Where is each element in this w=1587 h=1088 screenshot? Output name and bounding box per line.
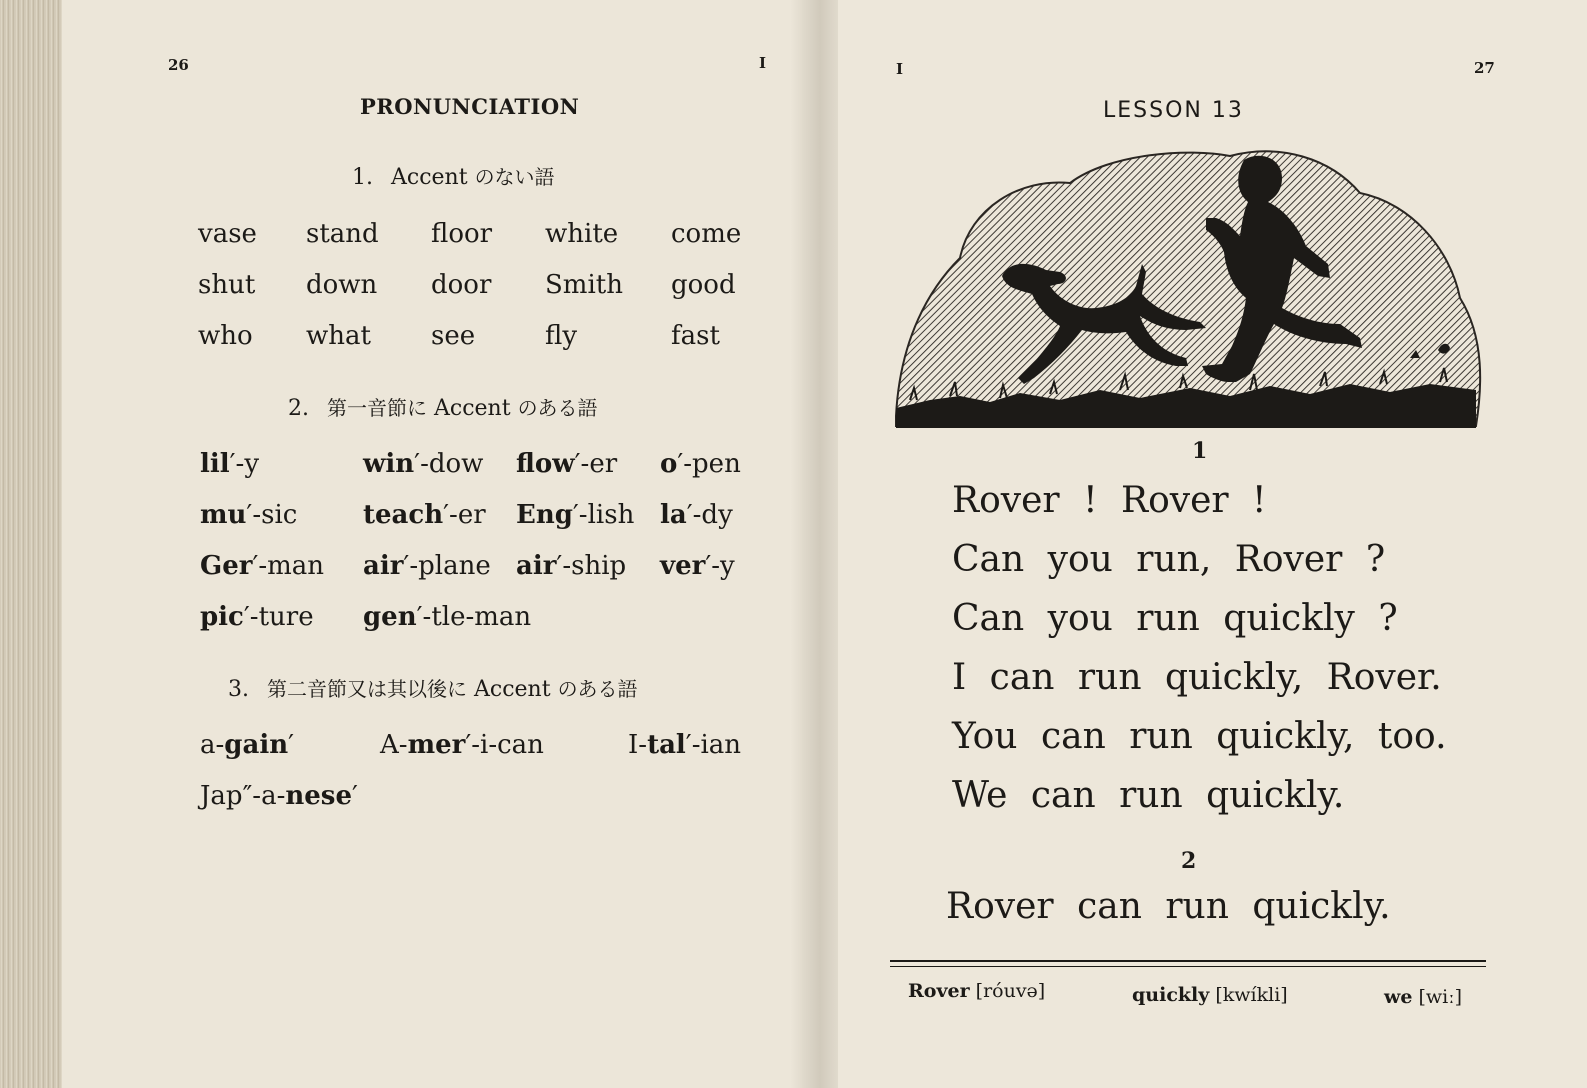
boy-and-dog-illustration <box>890 138 1486 432</box>
word: what <box>306 321 371 351</box>
section1-accent: Accent <box>391 165 468 190</box>
part2-number: 2 <box>1181 848 1197 874</box>
word: white <box>545 219 619 249</box>
vocab-pronunciation: [wiː] <box>1418 986 1463 1008</box>
word: fast <box>671 321 720 351</box>
section2-accent: Accent <box>434 396 511 421</box>
word: who <box>198 321 253 351</box>
vocab-pronunciation: [kwíkli] <box>1215 984 1288 1006</box>
vocab-entry-we <box>1384 986 1462 1008</box>
word: floor <box>431 219 493 249</box>
vocab-word: we <box>1384 986 1413 1008</box>
section3-accent: Accent <box>474 677 551 702</box>
right-page <box>838 0 1587 1088</box>
accented-word: A-mer′-i-can <box>380 730 544 760</box>
accented-word: ver′-y <box>660 551 735 581</box>
vocab-word: Rover <box>908 980 970 1002</box>
reading-line: You can run quickly, too. <box>952 716 1447 757</box>
vocab-entry-rover <box>908 980 1045 1002</box>
reading-line: Can you run, Rover ? <box>952 539 1386 580</box>
reading-line: Rover ! Rover ! <box>952 480 1267 521</box>
right-page-number: 27 <box>1474 59 1495 77</box>
section3-number: 3. <box>228 677 249 702</box>
section1-jp: のない語 <box>474 165 555 189</box>
accented-word: flow′-er <box>516 449 618 479</box>
reading-passage-1 <box>952 476 1447 830</box>
section3-jp-pre: 第二音節又は其以後に <box>267 677 467 701</box>
word: door <box>431 270 492 300</box>
word: down <box>306 270 378 300</box>
section2-heading <box>288 392 598 421</box>
accented-word: I-tal′-ian <box>628 730 742 760</box>
word: shut <box>198 270 256 300</box>
accented-word: gen′-tle-man <box>363 602 532 632</box>
reading-line: I can run quickly, Rover. <box>952 657 1442 698</box>
accented-word: Eng′-lish <box>516 500 635 530</box>
section2-number: 2. <box>288 396 309 421</box>
lesson-title: LESSON 13 <box>1103 98 1244 123</box>
word: come <box>671 219 742 249</box>
accented-word: air′-plane <box>363 551 491 581</box>
right-header-mark: I <box>896 60 904 78</box>
pronunciation-heading: PRONUNCIATION <box>360 94 580 119</box>
reading-line: Can you run quickly ? <box>952 598 1398 639</box>
accented-word: pic′-ture <box>200 602 314 632</box>
accented-word: Jap″-a-nese′ <box>200 781 358 811</box>
section2-jp-post: のある語 <box>517 396 598 420</box>
section2-jp-pre: 第一音節に <box>327 396 427 420</box>
left-header-mark: I <box>759 54 767 72</box>
left-page <box>62 0 802 1088</box>
accented-word: win′-dow <box>363 449 484 479</box>
accented-word: Ger′-man <box>200 551 325 581</box>
vocab-entry-quickly <box>1132 984 1288 1006</box>
footnote-rule <box>890 960 1486 962</box>
section1-number: 1. <box>352 165 373 190</box>
vocab-pronunciation: [róuvə] <box>975 980 1046 1002</box>
word: vase <box>198 219 257 249</box>
left-page-number: 26 <box>168 56 189 74</box>
accented-word: lil′-y <box>200 449 260 479</box>
section3-heading <box>228 673 638 702</box>
accented-word: a-gain′ <box>200 730 295 760</box>
word: fly <box>545 321 578 351</box>
word: good <box>671 270 736 300</box>
word: Smith <box>545 270 623 300</box>
page-edges <box>0 0 62 1088</box>
reading-line: We can run quickly. <box>952 775 1345 816</box>
vocab-word: quickly <box>1132 984 1210 1006</box>
accented-word: air′-ship <box>516 551 627 581</box>
section1-heading <box>352 161 555 190</box>
section3-jp-post: のある語 <box>557 677 638 701</box>
reading-passage-2: Rover can run quickly. <box>946 886 1391 927</box>
word: stand <box>306 219 379 249</box>
word: see <box>431 321 476 351</box>
accented-word: teach′-er <box>363 500 486 530</box>
accented-word: o′-pen <box>660 449 741 479</box>
accented-word: mu′-sic <box>200 500 298 530</box>
accented-word: la′-dy <box>660 500 733 530</box>
footnote-rule-lower <box>890 966 1486 967</box>
part1-number: 1 <box>1192 438 1208 464</box>
